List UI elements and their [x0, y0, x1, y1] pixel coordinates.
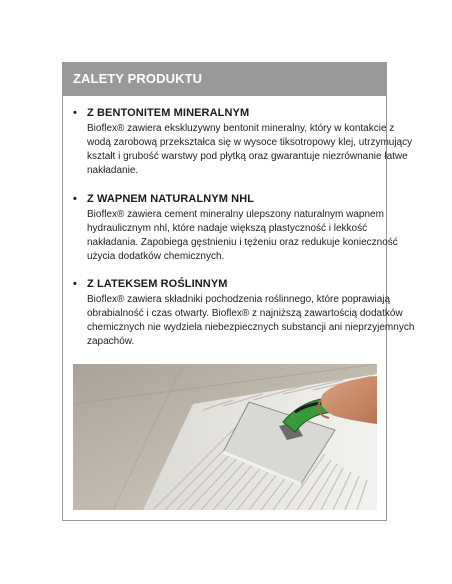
section-title: Z BENTONITEM MINERALNYM — [87, 107, 250, 119]
product-advantages-panel — [62, 62, 415, 521]
section-title: Z LATEKSEM ROŚLINNYM — [87, 278, 228, 290]
section-title: Z WAPNEM NATURALNYM NHL — [87, 193, 255, 205]
trowel-photo-illustration — [73, 364, 377, 510]
text-line: wodą zarobową przekształca się w wysoce tiksotropowy klej, utrzymujący — [87, 137, 413, 148]
bullet-icon: • — [73, 278, 77, 290]
text-line: hydraulicznym nhl, które nadaje większą plastyczność i lekkość — [87, 223, 368, 234]
panel-title: ZALETY PRODUKTU — [73, 71, 203, 86]
text-line: nakładanie. — [87, 165, 139, 176]
text-line: obrabialność i czas otwarty. Bioflex® z najniższą zawartością dodatków — [87, 308, 403, 319]
panel-header — [63, 63, 386, 96]
text-line: użycia dodatków chemicznych. — [87, 251, 225, 262]
text-line: chemicznych nie wydziela niebezpiecznych substancji ani nieprzyjemnych — [87, 322, 415, 333]
section-text — [87, 122, 413, 178]
text-line: zapachów. — [87, 336, 135, 347]
text-line: Bioflex® zawiera ekskluzywny bentonit mineralny, który w kontakcie z — [87, 123, 395, 134]
bullet-icon: • — [73, 107, 77, 119]
section-text — [87, 293, 415, 349]
text-line: Bioflex® zawiera cement mineralny ulepszony naturalnym wapnem — [87, 209, 384, 220]
text-line: Bioflex® zawiera składniki pochodzenia roślinnego, które poprawiają — [87, 294, 391, 305]
product-photo — [73, 364, 377, 510]
text-line: nakładania. Zapobiega gęstnieniu i tężeniu oraz redukuje konieczność — [87, 237, 398, 248]
section-text — [87, 208, 398, 264]
text-line: kształt i grubość warstwy pod płytką oraz gwarantuje niezrównanie łatwe — [87, 151, 408, 162]
bullet-icon: • — [73, 193, 77, 205]
